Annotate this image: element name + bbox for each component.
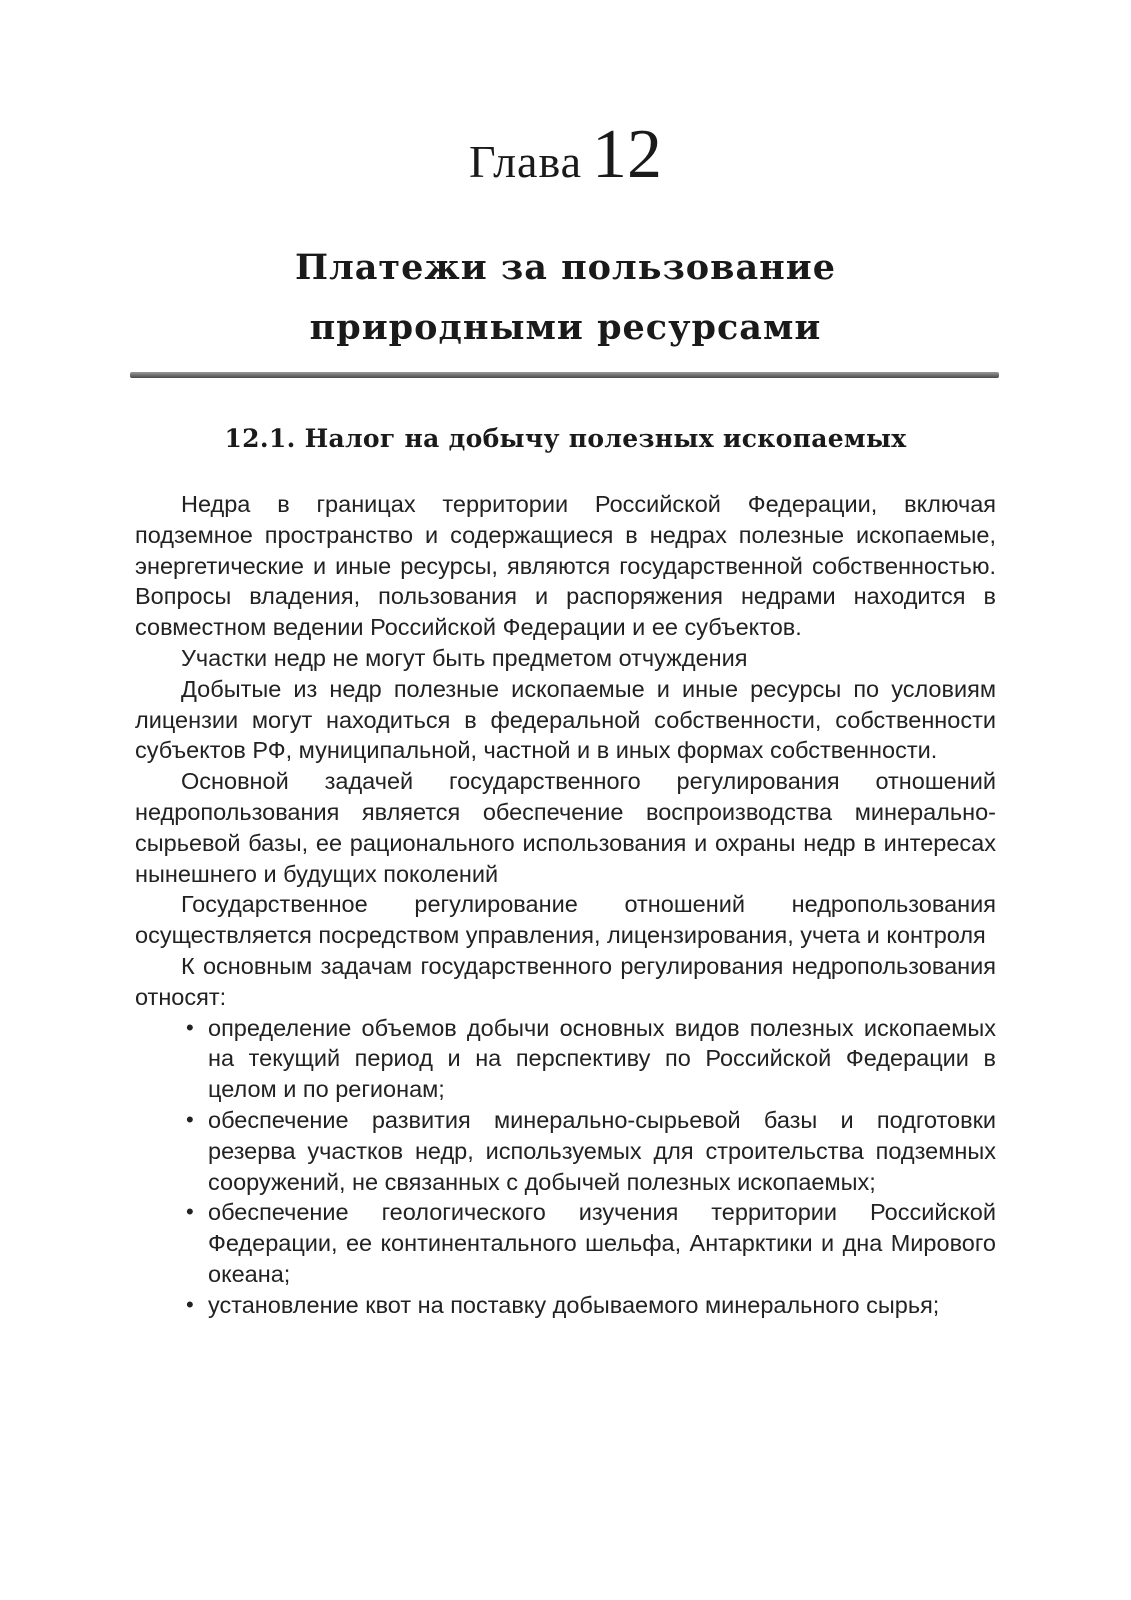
chapter-word: Глава	[468, 136, 583, 187]
paragraph: К основным задачам государственного регулирования недропользования относят:	[135, 952, 996, 1010]
task-list	[135, 1013, 996, 1321]
bullet-icon: •	[186, 1291, 194, 1317]
chapter-divider	[130, 372, 999, 378]
chapter-number: 12	[592, 116, 663, 193]
chapter-title	[0, 238, 1131, 358]
bullet-icon: •	[186, 1014, 194, 1040]
bullet-icon: •	[186, 1199, 194, 1225]
paragraph: Недра в границах территории Российской Федерации, включая подземное пространство и содержащиеся в недрах полезные ископаемые, энергетические и иные ресурсы, являются государственной собственностью. Вопросы владения, пользования и распоряжения недрами находится в совместном ведении Российской Федерации и ее субъектов.	[135, 491, 996, 641]
paragraph: Основной задачей государственного регулирования отношений недропользования является обеспечение воспроизводства минерально-сырьевой базы, ее рационального использования и охраны недр в интересах нынешнего и будущих поколений	[135, 768, 996, 887]
list-item-text: определение объемов добычи основных видов полезных ископаемых на текущий период и на перспективу по Российской Федерации в целом и по регионам;	[208, 1014, 996, 1103]
list-item	[186, 1290, 996, 1321]
list-item	[186, 1197, 996, 1289]
section-title: 12.1. Налог на добычу полезных ископаемых	[224, 424, 907, 453]
chapter-label	[0, 116, 1131, 193]
list-item-text: обеспечение геологического изучения территории Российской Федерации, ее континентального шельфа, Антарктики и дна Мирового океана;	[208, 1199, 996, 1287]
list-item-text: обеспечение развития минерально-сырьевой базы и подготовки резерва участков недр, используемых для строительства подземных сооружений, не связанных с добычей полезных ископаемых;	[208, 1106, 996, 1195]
body-text	[135, 489, 996, 1321]
chapter-title-line-1: Платежи за пользование	[295, 247, 836, 288]
paragraph: Государственное регулирование отношений недропользования осуществляется посредством управления, лицензирования, учета и контроля	[135, 891, 996, 949]
chapter-title-line-2: природными ресурсами	[309, 307, 822, 348]
paragraph: Участки недр не могут быть предметом отчуждения	[181, 644, 748, 671]
list-item	[186, 1013, 996, 1105]
paragraph: Добытые из недр полезные ископаемые и иные ресурсы по условиям лицензии могут находиться в федеральной собственности, собственности субъектов РФ, муниципальной, частной и в иных формах собственности.	[135, 675, 996, 764]
list-item-text: установление квот на поставку добываемого минерального сырья;	[208, 1291, 940, 1318]
bullet-icon: •	[186, 1106, 194, 1132]
list-item	[186, 1105, 996, 1197]
